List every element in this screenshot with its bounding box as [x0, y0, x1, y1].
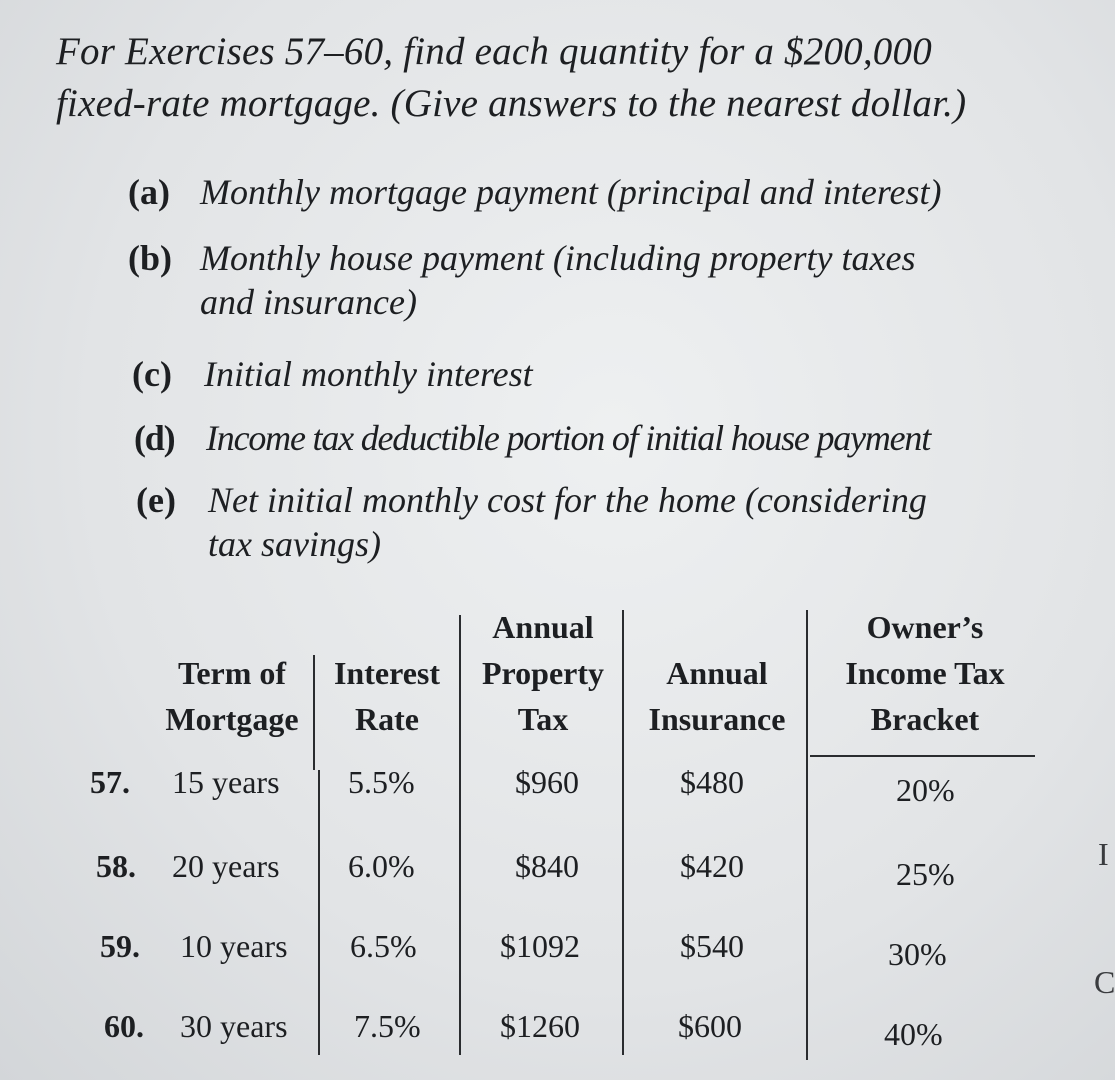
exercise-number: 57. — [90, 764, 130, 800]
part-label: (c) — [132, 354, 172, 394]
cutoff-glyph: I — [1098, 836, 1109, 872]
part-text: Income tax deductible portion of initial house payment — [206, 418, 931, 458]
part-label: (a) — [128, 172, 170, 212]
insurance-cell: $420 — [680, 848, 744, 884]
property-tax-cell: $960 — [515, 764, 579, 800]
part-text: Initial monthly interest — [204, 354, 533, 394]
header-annual-property-tax: Annual Property Tax — [481, 609, 605, 737]
property-tax-cell: $840 — [515, 848, 579, 884]
insurance-cell: $540 — [680, 928, 744, 964]
rate-cell: 7.5% — [354, 1008, 421, 1044]
rate-cell: 6.5% — [350, 928, 417, 964]
cutoff-glyph: C — [1094, 964, 1115, 1000]
part-d — [134, 416, 930, 460]
header-annual-insurance: Annual Insurance — [648, 655, 786, 737]
part-text: Monthly house payment (including property taxes — [200, 238, 916, 278]
part-label: (e) — [136, 480, 176, 520]
exercise-number: 58. — [96, 848, 136, 884]
part-c — [132, 352, 533, 396]
tax-bracket-cell: 20% — [896, 772, 955, 808]
term-cell: 30 years — [180, 1008, 288, 1044]
term-cell: 10 years — [180, 928, 288, 964]
tax-bracket-cell: 30% — [888, 936, 947, 972]
term-cell: 20 years — [172, 848, 280, 884]
term-cell: 15 years — [172, 764, 280, 800]
exercise-number: 59. — [100, 928, 140, 964]
property-tax-cell: $1092 — [500, 928, 580, 964]
exercise-intro — [56, 26, 1096, 130]
insurance-cell: $600 — [678, 1008, 742, 1044]
header-income-tax-bracket: Owner’s Income Tax Bracket — [845, 609, 1005, 737]
header-rule — [810, 755, 1035, 757]
tax-bracket-cell: 40% — [884, 1016, 943, 1052]
part-text: Monthly mortgage payment (principal and interest) — [200, 172, 942, 212]
tax-bracket-cell: 25% — [896, 856, 955, 892]
intro-line-2: fixed-rate mortgage. (Give answers to the nearest dollar.) — [56, 82, 967, 125]
exercise-number: 60. — [104, 1008, 144, 1044]
part-text-continued: and insurance) — [200, 282, 417, 322]
property-tax-cell: $1260 — [500, 1008, 580, 1044]
part-e — [136, 478, 927, 566]
insurance-cell: $480 — [680, 764, 744, 800]
rate-cell: 6.0% — [348, 848, 415, 884]
part-label: (b) — [128, 238, 172, 278]
part-text: Net initial monthly cost for the home (considering — [208, 480, 927, 520]
part-b — [128, 236, 916, 324]
header-interest-rate: Interest Rate — [333, 655, 441, 737]
column-rule — [459, 615, 461, 1055]
column-rule — [318, 770, 320, 1055]
part-label: (d) — [134, 418, 175, 458]
header-term-of-mortgage: Term of Mortgage — [165, 655, 299, 737]
intro-line-1: For Exercises 57–60, find each quantity for a $200,000 — [56, 30, 932, 73]
part-text-continued: tax savings) — [208, 524, 381, 564]
rate-cell: 5.5% — [348, 764, 415, 800]
part-a — [128, 170, 942, 214]
